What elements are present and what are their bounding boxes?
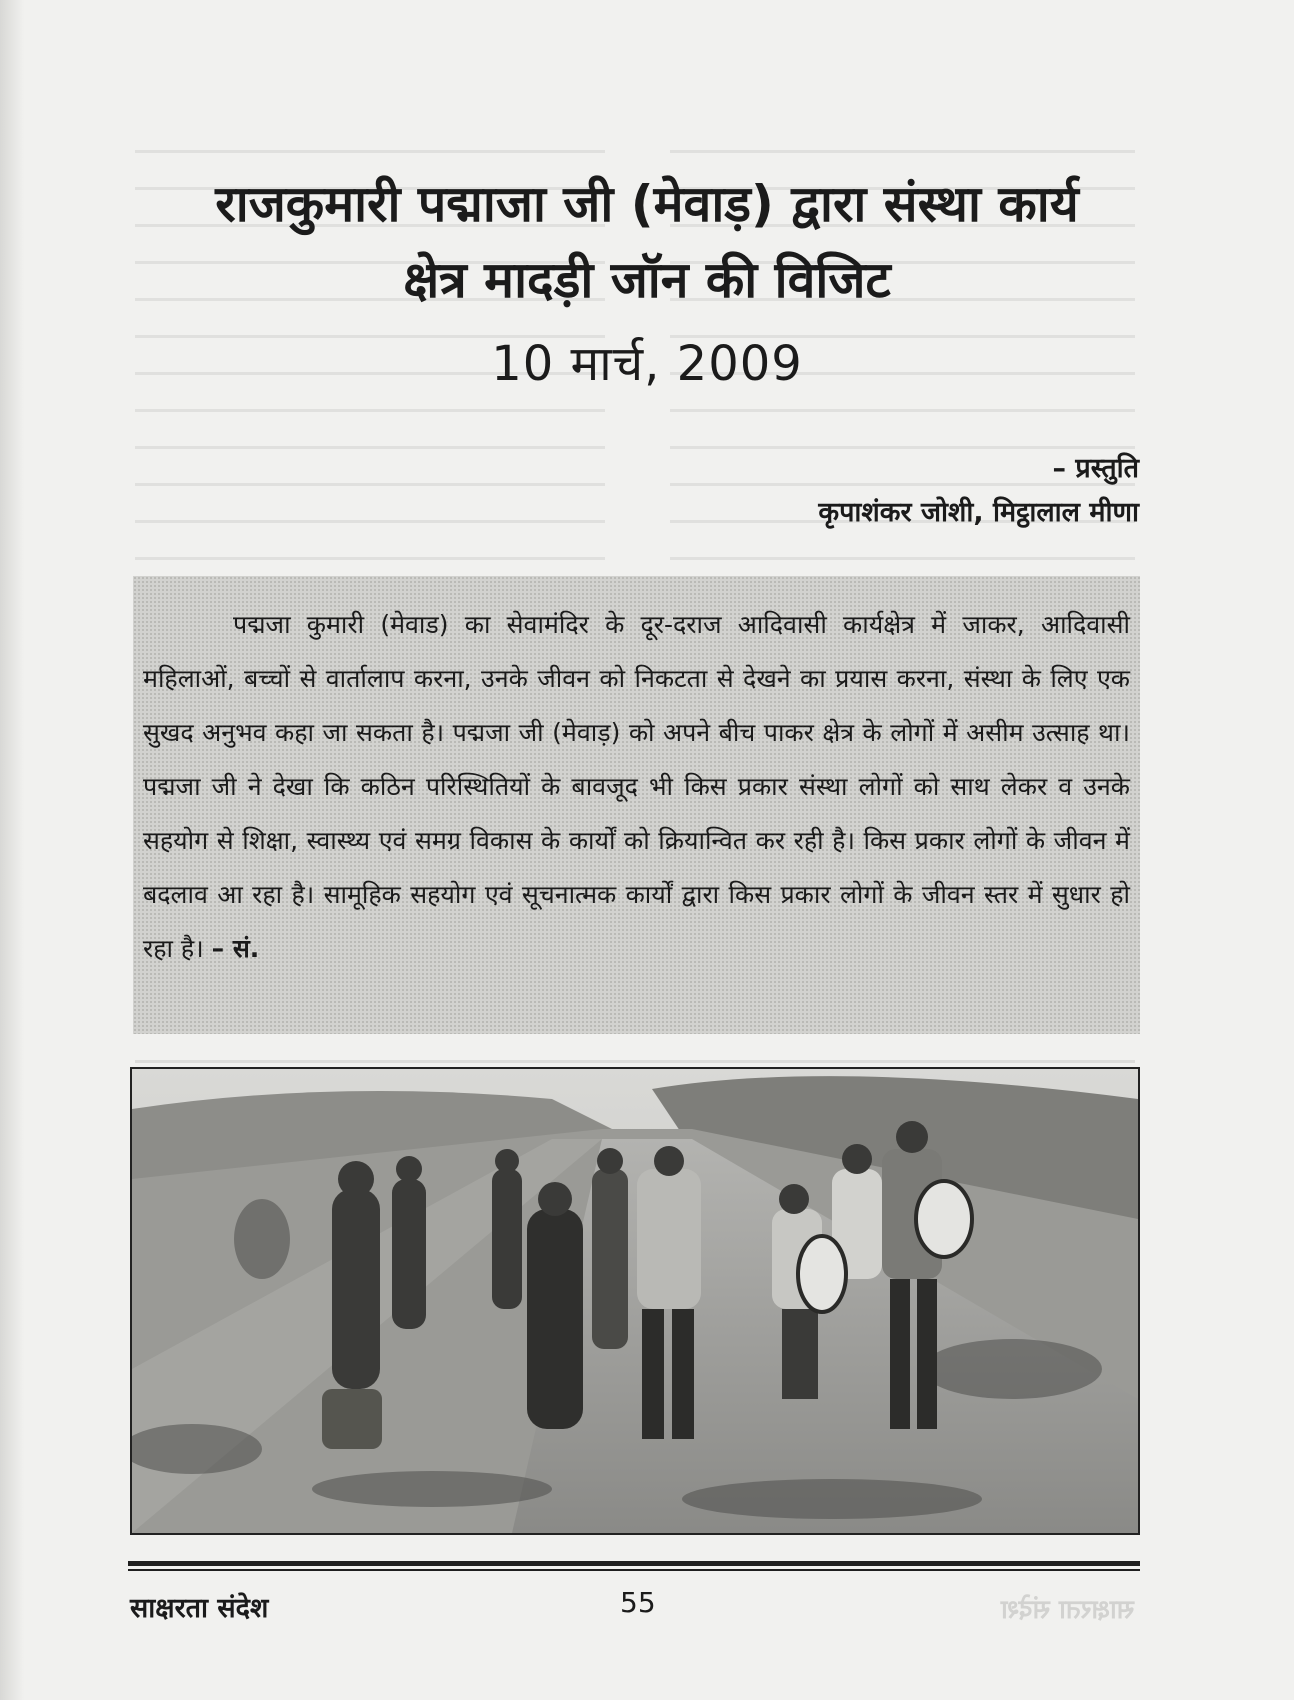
bleed-through-footer: साक्षरता संदेश [1000,1595,1134,1625]
footer-rule-thick [128,1561,1140,1566]
photo-procession-image [132,1069,1138,1533]
editor-signoff: – सं. [211,934,260,963]
article-title-line-2: क्षेत्र मादड़ी जॉन की विजिट [403,251,891,309]
bleed-through-text-lower [135,1030,1135,1070]
credit-label: – प्रस्तुति [1052,453,1139,484]
article-title-line-1: राजकुमारी पद्माजा जी (मेवाड़) द्वारा संस्था कार्य [215,175,1079,233]
page-number: 55 [620,1586,656,1619]
credit-authors: कृपाशंकर जोशी, मिट्ठालाल मीणा [818,497,1139,528]
article-photo [130,1067,1140,1535]
summary-box [133,576,1140,1034]
article-date: 10 मार्च, 2009 [491,336,803,392]
publication-name: साक्षरता संदेश [130,1593,269,1624]
summary-paragraph [143,598,1130,976]
footer-rule-thin [128,1569,1140,1571]
summary-text: पद्मजा कुमारी (मेवाड) का सेवामंदिर के दूर-दराज आदिवासी कार्यक्षेत्र में जाकर, आदिवासी महिलाओं, बच्चों से वार्तालाप करना, उनके जीवन को निकटता से देखने का प्रयास करना, संस्था के लिए एक सुखद अनुभव कहा जा सकता है। पद्मजा जी (मेवाड़) को अपने बीच पाकर क्षेत्र के लोगों में असीम उत्साह था। पद्मजा जी ने देखा कि कठिन परिस्थितियों के बावजूद भी किस प्रकार संस्था लोगों को साथ लेकर व उनके सहयोग से शिक्षा, स्वास्थ्य एवं समग्र विकास के कार्यों को क्रियान्वित कर रही है। किस प्रकार लोगों के जीवन में बदलाव आ रहा है। सामूहिक सहयोग एवं सूचनात्मक कार्यों द्वारा किस प्रकार लोगों के जीवन स्तर में सुधार हो रहा है। [143,610,1130,963]
